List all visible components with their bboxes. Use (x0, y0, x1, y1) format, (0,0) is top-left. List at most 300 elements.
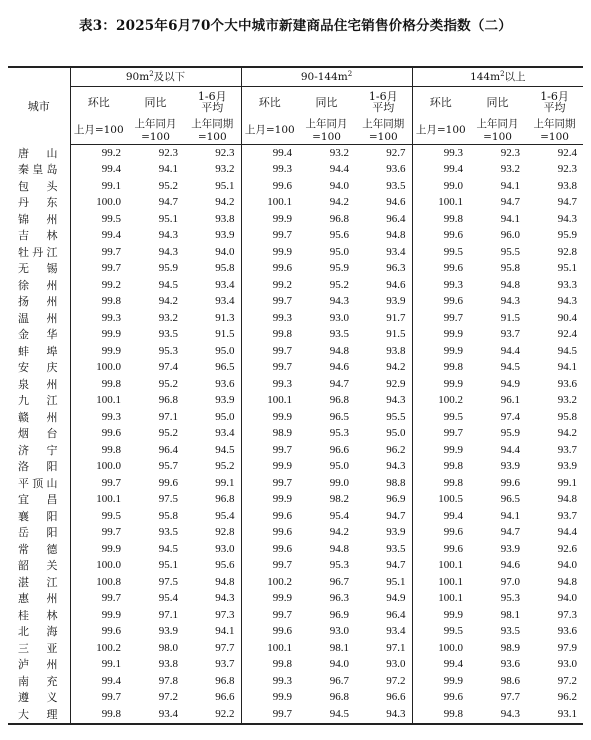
table-row (8, 607, 583, 624)
index-value: 92.7 (386, 146, 406, 159)
city-name: 牡丹江 (18, 245, 58, 259)
city-name: 襄阳 (18, 509, 58, 523)
index-value: 99.7 (412, 426, 469, 443)
index-value: 99.7 (241, 343, 298, 360)
index-value: 94.7 (500, 526, 521, 539)
index-value: 94.2 (329, 196, 350, 209)
index-value: 99.6 (158, 476, 178, 489)
index-value: 93.9 (386, 295, 406, 308)
index-value: 95.3 (500, 592, 521, 605)
index-value: 93.7 (215, 658, 235, 671)
index-value: 94.7 (329, 377, 350, 390)
index-value: 99.9 (70, 607, 127, 624)
index-value: 92.3 (500, 146, 521, 159)
index-value: 97.1 (158, 608, 178, 621)
index-value: 97.2 (386, 674, 406, 687)
base-header-same-period: 上年同期 =100 (355, 117, 412, 145)
index-value: 99.7 (241, 475, 298, 492)
index-value: 93.5 (386, 179, 406, 192)
index-value: 94.8 (557, 493, 578, 506)
index-value: 99.3 (70, 310, 127, 327)
table-row (8, 459, 583, 476)
index-value: 100.1 (241, 393, 298, 410)
index-value: 93.7 (500, 328, 521, 341)
index-value: 96.6 (329, 443, 350, 456)
city-name: 平顶山 (18, 476, 58, 490)
index-value: 99.6 (70, 426, 127, 443)
metric-header-mom: 环比 (241, 87, 298, 118)
index-value: 91.5 (386, 328, 406, 341)
index-value: 94.7 (557, 196, 578, 209)
index-value: 92.3 (557, 163, 578, 176)
index-value: 99.4 (412, 162, 469, 179)
index-value: 93.0 (329, 625, 350, 638)
index-value: 94.3 (158, 229, 178, 242)
index-value: 93.2 (500, 163, 521, 176)
table-row (8, 640, 583, 657)
table-row (8, 162, 583, 179)
index-value: 93.2 (158, 311, 178, 324)
index-value: 91.5 (500, 311, 521, 324)
index-value: 94.4 (500, 443, 521, 456)
index-value: 100.2 (70, 640, 127, 657)
index-value: 96.3 (386, 262, 406, 275)
index-value: 94.3 (158, 245, 178, 258)
index-value: 96.2 (386, 443, 406, 456)
index-value: 99.6 (241, 178, 298, 195)
city-name: 洛阳 (18, 460, 58, 474)
city-name: 蚌埠 (18, 344, 58, 358)
table-row (8, 673, 583, 690)
price-index-table (8, 66, 583, 725)
index-value: 96.3 (329, 592, 350, 605)
index-value: 97.3 (215, 608, 235, 621)
index-value: 100.1 (412, 195, 469, 212)
index-value: 97.5 (158, 493, 178, 506)
index-value: 95.3 (329, 427, 350, 440)
index-value: 93.8 (557, 179, 578, 192)
city-column-header: 城市 (8, 67, 70, 145)
index-value: 94.2 (158, 295, 178, 308)
index-value: 95.2 (329, 278, 350, 291)
index-value: 99.5 (70, 211, 127, 228)
city-name: 温州 (18, 311, 58, 325)
index-value: 99.4 (70, 162, 127, 179)
index-value: 96.7 (329, 674, 350, 687)
index-value: 99.1 (215, 476, 235, 489)
city-name: 徐州 (18, 278, 58, 292)
index-value: 100.2 (241, 574, 298, 591)
table-row (8, 294, 583, 311)
index-value: 99.9 (241, 690, 298, 707)
index-value: 93.2 (215, 163, 235, 176)
city-name: 岳阳 (18, 526, 58, 540)
index-value: 97.8 (158, 674, 178, 687)
index-value: 99.9 (241, 591, 298, 608)
index-value: 95.5 (500, 245, 521, 258)
index-value: 99.8 (70, 442, 127, 459)
table-row (8, 277, 583, 294)
index-value: 99.8 (412, 706, 469, 724)
index-value: 99.8 (412, 459, 469, 476)
index-value: 100.0 (412, 640, 469, 657)
index-value: 99.2 (70, 145, 127, 162)
city-name: 唐山 (18, 146, 58, 160)
index-value: 100.1 (412, 591, 469, 608)
index-value: 99.9 (412, 442, 469, 459)
index-value: 96.4 (386, 212, 406, 225)
index-value: 97.4 (500, 410, 521, 423)
index-value: 99.6 (241, 541, 298, 558)
index-value: 94.3 (329, 295, 350, 308)
index-value: 92.3 (215, 146, 235, 159)
index-value: 93.8 (386, 344, 406, 357)
index-value: 93.9 (215, 229, 235, 242)
index-value: 95.9 (557, 229, 578, 242)
index-value: 93.4 (215, 295, 235, 308)
index-value: 99.5 (412, 244, 469, 261)
index-value: 99.7 (241, 706, 298, 724)
city-name: 秦皇岛 (18, 163, 58, 177)
index-value: 98.0 (158, 641, 178, 654)
table-row (8, 228, 583, 245)
city-name: 惠州 (18, 592, 58, 606)
table-row (8, 261, 583, 278)
index-value: 96.9 (329, 608, 350, 621)
city-name: 泸州 (18, 658, 58, 672)
index-value: 95.1 (215, 179, 235, 192)
index-value: 99.7 (241, 558, 298, 575)
index-value: 94.2 (557, 427, 578, 440)
index-value: 99.1 (557, 476, 578, 489)
index-value: 99.5 (412, 409, 469, 426)
index-value: 99.1 (70, 657, 127, 674)
index-value: 96.8 (158, 394, 178, 407)
index-value: 95.8 (158, 509, 178, 522)
index-value: 96.9 (386, 493, 406, 506)
index-value: 95.1 (386, 575, 406, 588)
index-value: 99.3 (241, 310, 298, 327)
index-value: 99.8 (241, 657, 298, 674)
table-row (8, 327, 583, 344)
index-value: 99.7 (70, 244, 127, 261)
city-name: 赣州 (18, 410, 58, 424)
index-value: 99.6 (241, 261, 298, 278)
index-value: 95.1 (158, 559, 178, 572)
table-row (8, 145, 583, 162)
index-value: 98.9 (241, 426, 298, 443)
index-value: 93.6 (386, 163, 406, 176)
table-row (8, 310, 583, 327)
index-value: 93.1 (526, 706, 583, 724)
index-value: 94.8 (500, 278, 521, 291)
index-value: 93.0 (557, 658, 578, 671)
city-name: 扬州 (18, 295, 58, 309)
index-value: 94.1 (500, 212, 521, 225)
index-value: 95.2 (158, 179, 178, 192)
group-header-large: $144m^2$以上 (412, 67, 583, 87)
group-header-medium: $90-144m^2$ (241, 67, 412, 87)
metric-header-avg: 1-6月 平均 (368, 90, 398, 114)
index-value: 100.0 (70, 360, 127, 377)
index-value: 94.0 (557, 559, 578, 572)
index-value: 97.1 (386, 641, 406, 654)
index-value: 95.6 (329, 229, 350, 242)
index-value: 93.5 (500, 625, 521, 638)
index-value: 99.1 (70, 178, 127, 195)
index-value: 94.2 (329, 526, 350, 539)
city-name: 遵义 (18, 691, 58, 705)
index-value: 95.1 (557, 262, 578, 275)
index-value: 95.8 (215, 262, 235, 275)
index-value: 92.2 (184, 706, 241, 724)
index-value: 94.2 (215, 196, 235, 209)
index-value: 95.4 (215, 509, 235, 522)
index-value: 99.7 (412, 310, 469, 327)
table-row (8, 541, 583, 558)
index-value: 99.3 (412, 145, 469, 162)
index-value: 94.1 (557, 361, 578, 374)
index-value: 96.5 (329, 410, 350, 423)
index-value: 93.4 (386, 245, 406, 258)
index-value: 93.2 (329, 146, 350, 159)
table-title: 表3：2025年6月70个大中城市新建商品住宅销售价格分类指数（二） (79, 18, 512, 34)
index-value: 94.3 (500, 295, 521, 308)
index-value: 96.2 (557, 691, 578, 704)
index-value: 99.9 (70, 343, 127, 360)
index-value: 93.5 (158, 328, 178, 341)
index-value: 94.5 (158, 278, 178, 291)
index-value: 99.6 (412, 525, 469, 542)
index-value: 98.9 (500, 641, 521, 654)
index-value: 94.7 (500, 196, 521, 209)
index-value: 94.4 (557, 526, 578, 539)
index-value: 94.3 (469, 706, 526, 724)
index-value: 94.2 (386, 361, 406, 374)
index-value: 99.0 (412, 178, 469, 195)
index-value: 93.4 (215, 427, 235, 440)
index-value: 99.4 (241, 145, 298, 162)
index-value: 99.8 (241, 327, 298, 344)
base-header-same-period: 上年同期 =100 (526, 117, 583, 145)
table-row (8, 558, 583, 575)
index-value: 96.8 (329, 394, 350, 407)
index-value: 93.7 (557, 443, 578, 456)
index-value: 99.9 (241, 211, 298, 228)
index-value: 95.0 (215, 344, 235, 357)
index-value: 99.7 (241, 607, 298, 624)
index-value: 95.9 (158, 262, 178, 275)
index-value: 95.4 (329, 509, 350, 522)
index-value: 99.6 (241, 525, 298, 542)
index-value: 100.0 (70, 558, 127, 575)
index-value: 96.4 (158, 443, 178, 456)
table-row (8, 492, 583, 509)
table-row (8, 574, 583, 591)
index-value: 94.8 (557, 575, 578, 588)
index-value: 93.4 (127, 706, 184, 724)
index-value: 95.2 (158, 377, 178, 390)
city-name: 泉州 (18, 377, 58, 391)
index-value: 99.7 (70, 475, 127, 492)
index-value: 99.9 (412, 343, 469, 360)
index-value: 100.8 (70, 574, 127, 591)
index-value: 94.1 (500, 179, 521, 192)
table-row (8, 706, 583, 724)
index-value: 99.8 (412, 211, 469, 228)
index-value: 99.9 (412, 607, 469, 624)
index-value: 94.8 (329, 344, 350, 357)
index-value: 93.6 (557, 377, 578, 390)
index-value: 93.7 (557, 509, 578, 522)
index-value: 99.7 (70, 591, 127, 608)
table-row (8, 244, 583, 261)
index-value: 94.0 (215, 245, 235, 258)
index-value: 99.3 (70, 409, 127, 426)
index-value: 95.5 (386, 410, 406, 423)
table-row (8, 624, 583, 641)
index-value: 99.4 (412, 657, 469, 674)
table-row (8, 211, 583, 228)
table-row (8, 442, 583, 459)
index-value: 99.6 (241, 508, 298, 525)
index-value: 94.8 (215, 575, 235, 588)
table-row (8, 525, 583, 542)
index-value: 94.7 (386, 559, 406, 572)
index-value: 100.5 (412, 492, 469, 509)
table-row (8, 426, 583, 443)
index-value: 99.6 (412, 261, 469, 278)
index-value: 96.6 (215, 691, 235, 704)
index-value: 94.3 (386, 460, 406, 473)
city-name: 锦州 (18, 212, 58, 226)
index-value: 99.7 (70, 690, 127, 707)
index-value: 94.3 (557, 295, 578, 308)
index-value: 93.9 (500, 460, 521, 473)
index-value: 94.9 (500, 377, 521, 390)
index-value: 95.8 (557, 410, 578, 423)
index-value: 99.6 (70, 624, 127, 641)
index-value: 99.7 (70, 525, 127, 542)
index-value: 95.3 (329, 559, 350, 572)
index-value: 93.4 (215, 278, 235, 291)
index-value: 100.1 (241, 640, 298, 657)
index-value: 93.9 (215, 394, 235, 407)
index-value: 99.9 (412, 327, 469, 344)
index-value: 100.1 (70, 492, 127, 509)
index-value: 91.3 (215, 311, 235, 324)
index-value: 94.6 (500, 559, 521, 572)
index-value: 100.0 (70, 459, 127, 476)
index-value: 99.4 (412, 508, 469, 525)
index-value: 94.1 (500, 509, 521, 522)
index-value: 100.1 (412, 558, 469, 575)
index-value: 93.9 (557, 460, 578, 473)
index-value: 94.6 (386, 196, 406, 209)
index-value: 99.8 (70, 706, 127, 724)
index-value: 99.3 (241, 673, 298, 690)
index-value: 93.2 (557, 394, 578, 407)
group-header-small: $90m^2$及以下 (70, 67, 241, 87)
index-value: 97.5 (158, 575, 178, 588)
index-value: 93.5 (158, 526, 178, 539)
index-value: 93.0 (329, 311, 350, 324)
index-value: 94.8 (386, 229, 406, 242)
base-header-prev-month: 上月=100 (70, 117, 127, 145)
index-value: 96.8 (329, 691, 350, 704)
index-value: 93.3 (557, 278, 578, 291)
metric-header-mom: 环比 (70, 87, 127, 118)
index-value: 93.0 (215, 542, 235, 555)
index-value: 99.3 (412, 277, 469, 294)
metric-header-yoy: 同比 (486, 95, 509, 109)
table-row (8, 195, 583, 212)
index-value: 99.2 (70, 277, 127, 294)
index-value: 91.5 (215, 328, 235, 341)
index-value: 93.6 (557, 625, 578, 638)
index-value: 99.9 (412, 673, 469, 690)
index-value: 93.9 (158, 625, 178, 638)
index-value: 94.0 (557, 592, 578, 605)
index-value: 98.6 (500, 674, 521, 687)
index-value: 99.5 (412, 624, 469, 641)
table-row (8, 343, 583, 360)
index-value: 98.8 (386, 476, 406, 489)
index-value: 99.9 (241, 244, 298, 261)
index-value: 96.6 (386, 691, 406, 704)
index-value: 97.7 (500, 691, 521, 704)
metric-header-yoy: 同比 (315, 95, 338, 109)
index-value: 96.8 (215, 493, 235, 506)
index-value: 99.7 (70, 261, 127, 278)
table-row (8, 508, 583, 525)
index-value: 99.9 (241, 492, 298, 509)
metric-header-mom: 环比 (412, 87, 469, 118)
index-value: 95.0 (386, 427, 406, 440)
base-header-same-period: 上年同期 =100 (184, 117, 241, 145)
index-value: 97.7 (215, 641, 235, 654)
index-value: 92.8 (557, 245, 578, 258)
index-value: 99.6 (412, 541, 469, 558)
table-row (8, 690, 583, 707)
city-name: 南充 (18, 674, 58, 688)
city-name: 九江 (18, 394, 58, 408)
index-value: 94.7 (158, 196, 178, 209)
index-value: 99.8 (70, 294, 127, 311)
index-value: 93.6 (215, 377, 235, 390)
index-value: 94.5 (500, 361, 521, 374)
index-value: 96.7 (329, 575, 350, 588)
index-value: 99.6 (241, 624, 298, 641)
index-value: 94.5 (557, 344, 578, 357)
index-value: 95.2 (158, 427, 178, 440)
index-value: 99.9 (412, 376, 469, 393)
index-value: 94.3 (215, 592, 235, 605)
index-value: 95.1 (158, 212, 178, 225)
index-value: 93.9 (500, 542, 521, 555)
index-value: 99.6 (412, 228, 469, 245)
index-value: 94.5 (298, 706, 355, 724)
index-value: 97.3 (557, 608, 578, 621)
index-value: 95.7 (158, 460, 178, 473)
index-value: 93.5 (386, 542, 406, 555)
index-value: 94.7 (386, 509, 406, 522)
city-name: 丹东 (18, 196, 58, 210)
index-value: 93.4 (386, 625, 406, 638)
index-value: 99.5 (70, 508, 127, 525)
city-name: 宜昌 (18, 493, 58, 507)
index-value: 99.9 (70, 327, 127, 344)
